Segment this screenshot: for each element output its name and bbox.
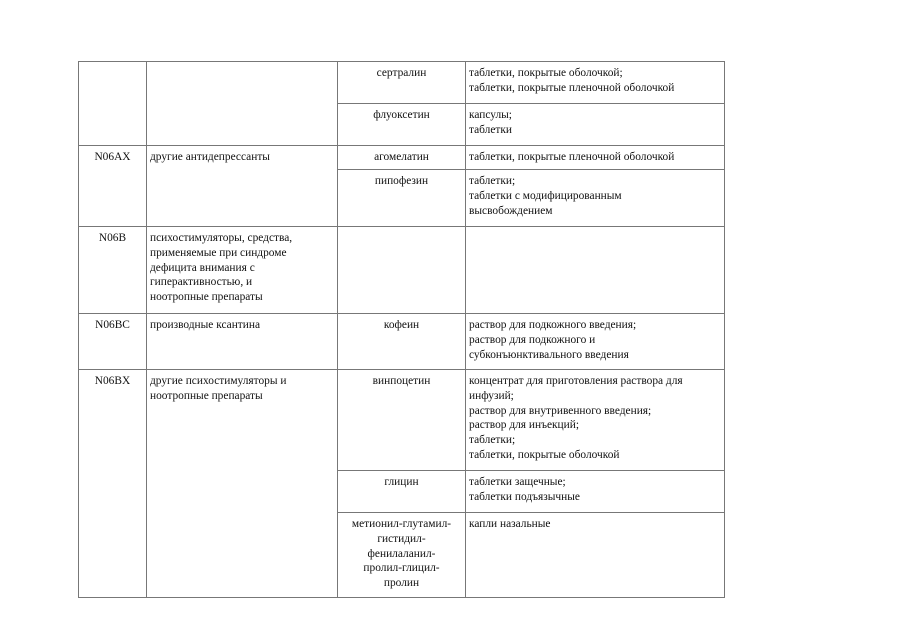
atc-code-cell xyxy=(79,314,147,370)
atc-code-cell xyxy=(79,370,147,598)
atc-group-line: другие психостимуляторы и xyxy=(150,375,287,387)
dosage-form-cell xyxy=(466,62,725,104)
drug-name: агомелатин xyxy=(374,151,429,163)
dosage-form-line: таблетки, покрытые оболочкой xyxy=(469,448,620,461)
drug-name: винпоцетин xyxy=(372,375,431,387)
table-row xyxy=(79,146,725,170)
drug-name: флуоксетин xyxy=(373,109,430,121)
atc-code: N06BX xyxy=(94,375,131,387)
dosage-form-line: таблетки; xyxy=(469,175,516,187)
dosage-form-line: высвобождением xyxy=(469,204,553,217)
drug-name-line: пролил-глицил- xyxy=(363,562,440,575)
dosage-form-line: таблетки подъязычные xyxy=(469,490,580,503)
atc-code: N06BC xyxy=(95,319,130,331)
drug-table xyxy=(78,61,725,598)
dosage-form-line: таблетки; xyxy=(469,434,516,447)
dosage-form-line: таблетки, покрытые оболочкой; xyxy=(469,67,623,79)
atc-group-line: дефицита внимания с xyxy=(150,261,255,274)
dosage-form-line: таблетки защечные; xyxy=(469,476,566,488)
drug-name: кофеин xyxy=(383,319,420,331)
dosage-form-line: таблетки, покрытые пленочной оболочкой xyxy=(469,151,675,163)
atc-group-line: ноотропные препараты xyxy=(150,389,263,402)
drug-name-line: метионил-глутамил- xyxy=(351,518,452,530)
table-row xyxy=(79,62,725,104)
dosage-form-line: субконъюнктивального введения xyxy=(469,348,629,361)
table-row xyxy=(79,370,725,471)
atc-group-cell xyxy=(147,370,338,598)
dosage-form-cell xyxy=(466,314,725,370)
drug-name-cell xyxy=(338,62,466,104)
table-row xyxy=(79,314,725,370)
atc-group-cell xyxy=(147,227,338,314)
atc-code: N06B xyxy=(98,232,127,244)
dosage-form-line: раствор для внутривенного введения; xyxy=(469,404,652,417)
dosage-form-cell xyxy=(466,471,725,513)
dosage-form-line: таблетки, покрытые пленочной оболочкой xyxy=(469,81,675,94)
atc-group-line: ноотропные препараты xyxy=(150,291,263,304)
drug-name-cell xyxy=(338,314,466,370)
drug-name-cell xyxy=(338,227,466,314)
dosage-form-line: таблетки xyxy=(469,123,513,136)
dosage-form-cell xyxy=(466,370,725,471)
drug-name: сертралин xyxy=(376,67,427,79)
drug-name-line: гистидил- xyxy=(377,532,426,545)
drug-name-cell xyxy=(338,513,466,598)
drug-name-cell xyxy=(338,370,466,471)
drug-name-cell xyxy=(338,104,466,146)
drug-name: глицин xyxy=(384,476,419,488)
atc-code-cell xyxy=(79,227,147,314)
table-row xyxy=(79,227,725,314)
drug-name-line: пролин xyxy=(383,577,420,590)
drug-name: пипофезин xyxy=(374,175,429,187)
dosage-form-line: концентрат для приготовления раствора для xyxy=(469,375,683,387)
atc-code-cell xyxy=(79,146,147,227)
dosage-form-cell xyxy=(466,513,725,598)
dosage-form-line: таблетки с модифицированным xyxy=(469,189,622,202)
dosage-form-cell xyxy=(466,170,725,227)
dosage-form-cell xyxy=(466,227,725,314)
drug-name-line: фенилаланил- xyxy=(367,547,436,560)
atc-code: N06AX xyxy=(94,151,131,163)
dosage-form-line: раствор для инъекций; xyxy=(469,419,580,432)
atc-group-line: гиперактивностью, и xyxy=(150,276,253,289)
atc-group-cell xyxy=(147,314,338,370)
dosage-form-line: раствор для подкожного введения; xyxy=(469,319,637,331)
dosage-form-line: раствор для подкожного и xyxy=(469,333,596,346)
drug-name-cell xyxy=(338,170,466,227)
dosage-form-line: капли назальные xyxy=(469,518,551,530)
atc-group-line: психостимуляторы, средства, xyxy=(150,232,293,244)
atc-group-cell xyxy=(147,62,338,146)
atc-group-line: применяемые при синдроме xyxy=(150,246,287,259)
atc-group-line: производные ксантина xyxy=(150,319,261,331)
dosage-form-line: инфузий; xyxy=(469,389,514,402)
dosage-form-cell xyxy=(466,146,725,170)
drug-name-cell xyxy=(338,146,466,170)
drug-name-cell xyxy=(338,471,466,513)
atc-group-cell xyxy=(147,146,338,227)
atc-group-line: другие антидепрессанты xyxy=(150,151,270,163)
dosage-form-cell xyxy=(466,104,725,146)
dosage-form-line: капсулы; xyxy=(469,109,512,121)
atc-code-cell xyxy=(79,62,147,146)
